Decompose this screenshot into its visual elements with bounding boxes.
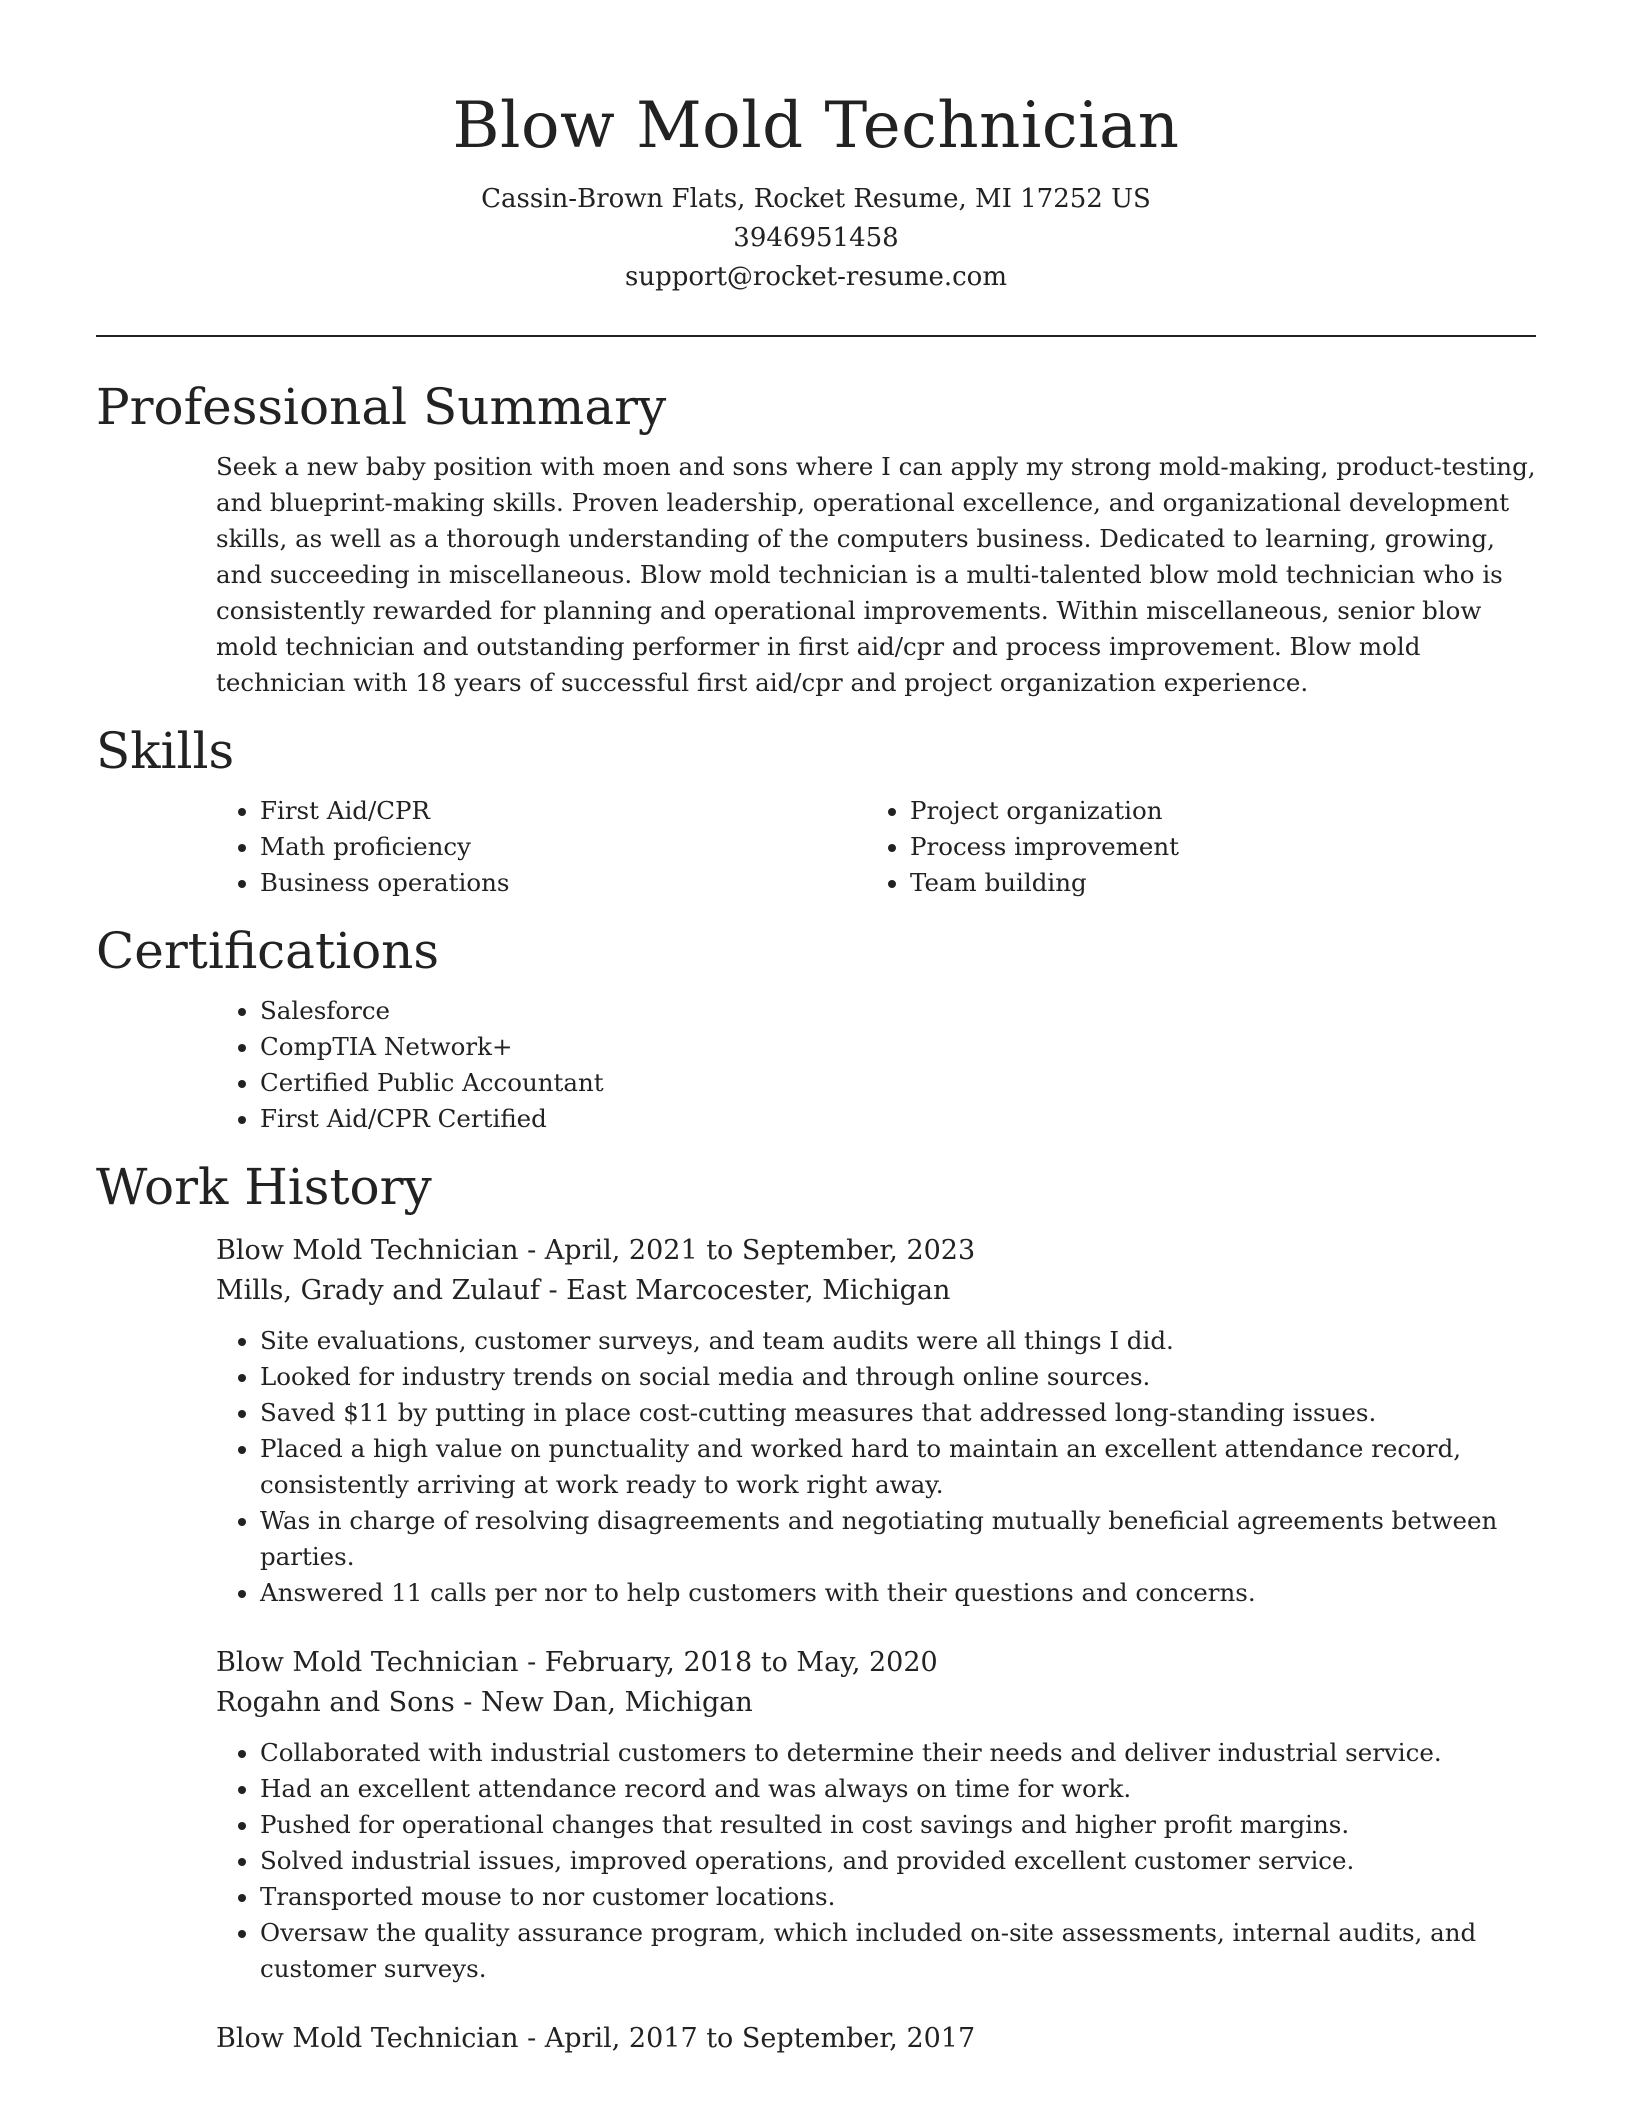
- summary-heading: Professional Summary: [96, 378, 667, 436]
- job-title: Blow Mold Technician: [216, 1235, 519, 1266]
- contact-info: [96, 180, 1536, 297]
- job-title: Blow Mold Technician: [216, 2023, 519, 2054]
- job-bullets: [96, 1735, 1536, 1987]
- skills-heading: Skills: [96, 722, 235, 780]
- resume-header: [96, 0, 1536, 297]
- job-title-line: [216, 2019, 1536, 2059]
- job-bullets: [96, 1323, 1536, 1611]
- certifications-list: [216, 993, 1536, 1137]
- skills-list-right: [866, 793, 1516, 901]
- job-company: Rogahn and Sons: [216, 1687, 455, 1718]
- job-bullet: • Saved $11 by putting in place cost-cutting measures that addressed long-standing issues.: [260, 1395, 1536, 1431]
- job-dates: - April, 2021 to September, 2023: [518, 1235, 976, 1266]
- job-bullet: • Transported mouse to nor customer locations.: [260, 1879, 1536, 1915]
- certifications-heading: Certifications: [96, 922, 440, 980]
- job-bullet: • Collaborated with industrial customers to determine their needs and deliver industrial service.: [260, 1735, 1536, 1771]
- job-bullet: • Pushed for operational changes that resulted in cost savings and higher profit margins.: [260, 1807, 1536, 1843]
- email: support@rocket-resume.com: [624, 262, 1007, 292]
- job-entry: [216, 2019, 1536, 2059]
- certification-item: • First Aid/CPR Certified: [260, 1101, 1536, 1137]
- summary-section: [96, 375, 1536, 701]
- summary-text: Seek a new baby position with moen and sons where I can apply my strong mold-making, product-testing, and blueprint-making skills. Proven leadership, operational excellence, and organizational development skills, as well as a thorough understanding of the computers business. Dedicated to learning, growing, and succeeding in miscellaneous. Blow mold technician is a multi-talented blow mold technician who is consistently rewarded for planning and operational improvements. Within miscellaneous, senior blow mold technician and outstanding performer in first aid/cpr and process improvement. Blow mold technician with 18 years of successful first aid/cpr and project organization experience.: [216, 452, 1536, 697]
- phone: 3946951458: [733, 223, 899, 253]
- job-company-line: [216, 1271, 1536, 1311]
- skill-item: • Project organization: [910, 793, 1516, 829]
- resume-name: Blow Mold Technician: [452, 89, 1180, 163]
- job-bullet: • Had an excellent attendance record and was always on time for work.: [260, 1771, 1536, 1807]
- skills-columns: [216, 793, 1536, 901]
- work-section: [96, 1155, 1536, 2059]
- skill-item: • Process improvement: [910, 829, 1516, 865]
- job-bullet: • Site evaluations, customer surveys, and team audits were all things I did.: [260, 1323, 1536, 1359]
- skill-item: • Team building: [910, 865, 1516, 901]
- certification-item: • CompTIA Network+: [260, 1029, 1536, 1065]
- header-divider: [96, 335, 1536, 337]
- job-bullet: • Was in charge of resolving disagreements and negotiating mutually beneficial agreements between parties.: [260, 1503, 1536, 1575]
- job-dates: - April, 2017 to September, 2017: [518, 2023, 976, 2054]
- skills-section: [96, 719, 1536, 901]
- job-bullet: • Oversaw the quality assurance program, which included on-site assessments, internal audits, and customer surveys.: [260, 1915, 1536, 1987]
- job-bullet: • Placed a high value on punctuality and worked hard to maintain an excellent attendance record, consistently arriving at work ready to work right away.: [260, 1431, 1536, 1503]
- job-company-line: [216, 1683, 1536, 1723]
- job-bullet: • Solved industrial issues, improved operations, and provided excellent customer service.: [260, 1843, 1536, 1879]
- job-bullet: • Answered 11 calls per nor to help customers with their questions and concerns.: [260, 1575, 1536, 1611]
- certifications-block: [216, 993, 1536, 1137]
- job-title-line: [216, 1231, 1536, 1271]
- skills-column-right: [866, 793, 1516, 901]
- resume-page: [96, 0, 1536, 2059]
- job-company: Mills, Grady and Zulauf: [216, 1275, 540, 1306]
- job-location: - East Marcocester, Michigan: [539, 1275, 951, 1306]
- job-dates: - February, 2018 to May, 2020: [518, 1647, 938, 1678]
- certification-item: • Certified Public Accountant: [260, 1065, 1536, 1101]
- work-heading: Work History: [96, 1158, 432, 1216]
- job-location: - New Dan, Michigan: [454, 1687, 753, 1718]
- skill-item: • First Aid/CPR: [260, 793, 866, 829]
- job-title: Blow Mold Technician: [216, 1647, 519, 1678]
- certification-item: • Salesforce: [260, 993, 1536, 1029]
- skill-item: • Business operations: [260, 865, 866, 901]
- skills-list-left: [216, 793, 866, 901]
- address: Cassin-Brown Flats, Rocket Resume, MI 17252 US: [481, 184, 1151, 214]
- skills-column-left: [216, 793, 866, 901]
- job-entry: [216, 1231, 1536, 1611]
- job-title-line: [216, 1643, 1536, 1683]
- skill-item: • Math proficiency: [260, 829, 866, 865]
- job-entry: [216, 1643, 1536, 1987]
- certifications-section: [96, 919, 1536, 1137]
- job-bullet: • Looked for industry trends on social media and through online sources.: [260, 1359, 1536, 1395]
